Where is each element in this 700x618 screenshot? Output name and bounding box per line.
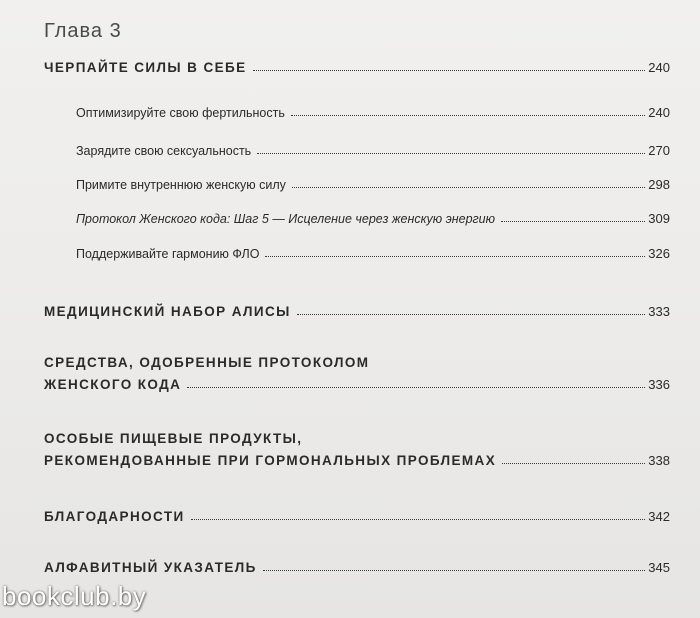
toc-page-number: 240 (648, 60, 670, 75)
toc-entry-main (44, 60, 670, 75)
toc-entry-title-line: СРЕДСТВА, ОДОБРЕННЫЕ ПРОТОКОЛОМ (44, 355, 370, 370)
toc-page-number: 309 (648, 211, 670, 226)
toc-entry-main (44, 355, 670, 392)
toc-entry-title: БЛАГОДАРНОСТИ (44, 509, 185, 524)
toc-page-number: 270 (648, 143, 670, 158)
toc-page-number: 326 (648, 246, 670, 261)
toc-entry-title-line: ЖЕНСКОГО КОДА (44, 377, 182, 392)
toc-subentry-title: Поддерживайте гармонию ФЛО (76, 247, 260, 261)
toc-subentry-title: Протокол Женского кода: Шаг 5 — Исцеление через женскую энергию (76, 212, 496, 226)
toc-subentry-title: Зарядите свою сексуальность (76, 144, 252, 158)
dot-leader (257, 153, 645, 154)
toc-entry-title: МЕДИЦИНСКИЙ НАБОР АЛИСЫ (44, 304, 291, 319)
toc-entry-title: АЛФАВИТНЫЙ УКАЗАТЕЛЬ (44, 560, 257, 575)
chapter-heading: Глава 3 (44, 20, 122, 42)
toc-page-number: 240 (648, 105, 670, 120)
toc-subentry (76, 105, 670, 120)
toc-entry-title-line: ОСОБЫЕ ПИЩЕВЫЕ ПРОДУКТЫ, (44, 431, 303, 446)
dot-leader (292, 187, 645, 188)
toc-subentry (76, 246, 670, 261)
toc-subentry (76, 177, 670, 192)
dot-leader (191, 519, 646, 520)
toc-entry-main (44, 431, 670, 468)
dot-leader (187, 387, 645, 388)
toc-entry-main (44, 560, 670, 575)
dot-leader (263, 570, 646, 571)
dot-leader (502, 463, 645, 464)
dot-leader (265, 256, 645, 257)
toc-entry-row (44, 453, 670, 468)
dot-leader (291, 115, 645, 116)
dot-leader (501, 221, 645, 222)
toc-subentry-title: Примите внутреннюю женскую силу (76, 178, 286, 192)
toc-entry-title-line: РЕКОМЕНДОВАННЫЕ ПРИ ГОРМОНАЛЬНЫХ ПРОБЛЕМАХ (44, 453, 497, 468)
toc-entry-main (44, 509, 670, 524)
toc-entry-main (44, 304, 670, 319)
toc-entry-row (44, 377, 670, 392)
toc-page-number: 338 (648, 453, 670, 468)
toc-subentry (76, 143, 670, 158)
toc-page-number: 298 (648, 177, 670, 192)
toc-page-number: 345 (648, 560, 670, 575)
watermark: bookclub.by (2, 581, 147, 611)
dot-leader (297, 314, 646, 315)
toc-subentry (76, 211, 670, 226)
toc-subentry-title: Оптимизируйте свою фертильность (76, 106, 285, 120)
toc-page-number: 336 (648, 377, 670, 392)
toc-entry-title: ЧЕРПАЙТЕ СИЛЫ В СЕБЕ (44, 60, 247, 75)
dot-leader (253, 70, 646, 71)
toc-page-number: 342 (648, 509, 670, 524)
toc-page-number: 333 (648, 304, 670, 319)
